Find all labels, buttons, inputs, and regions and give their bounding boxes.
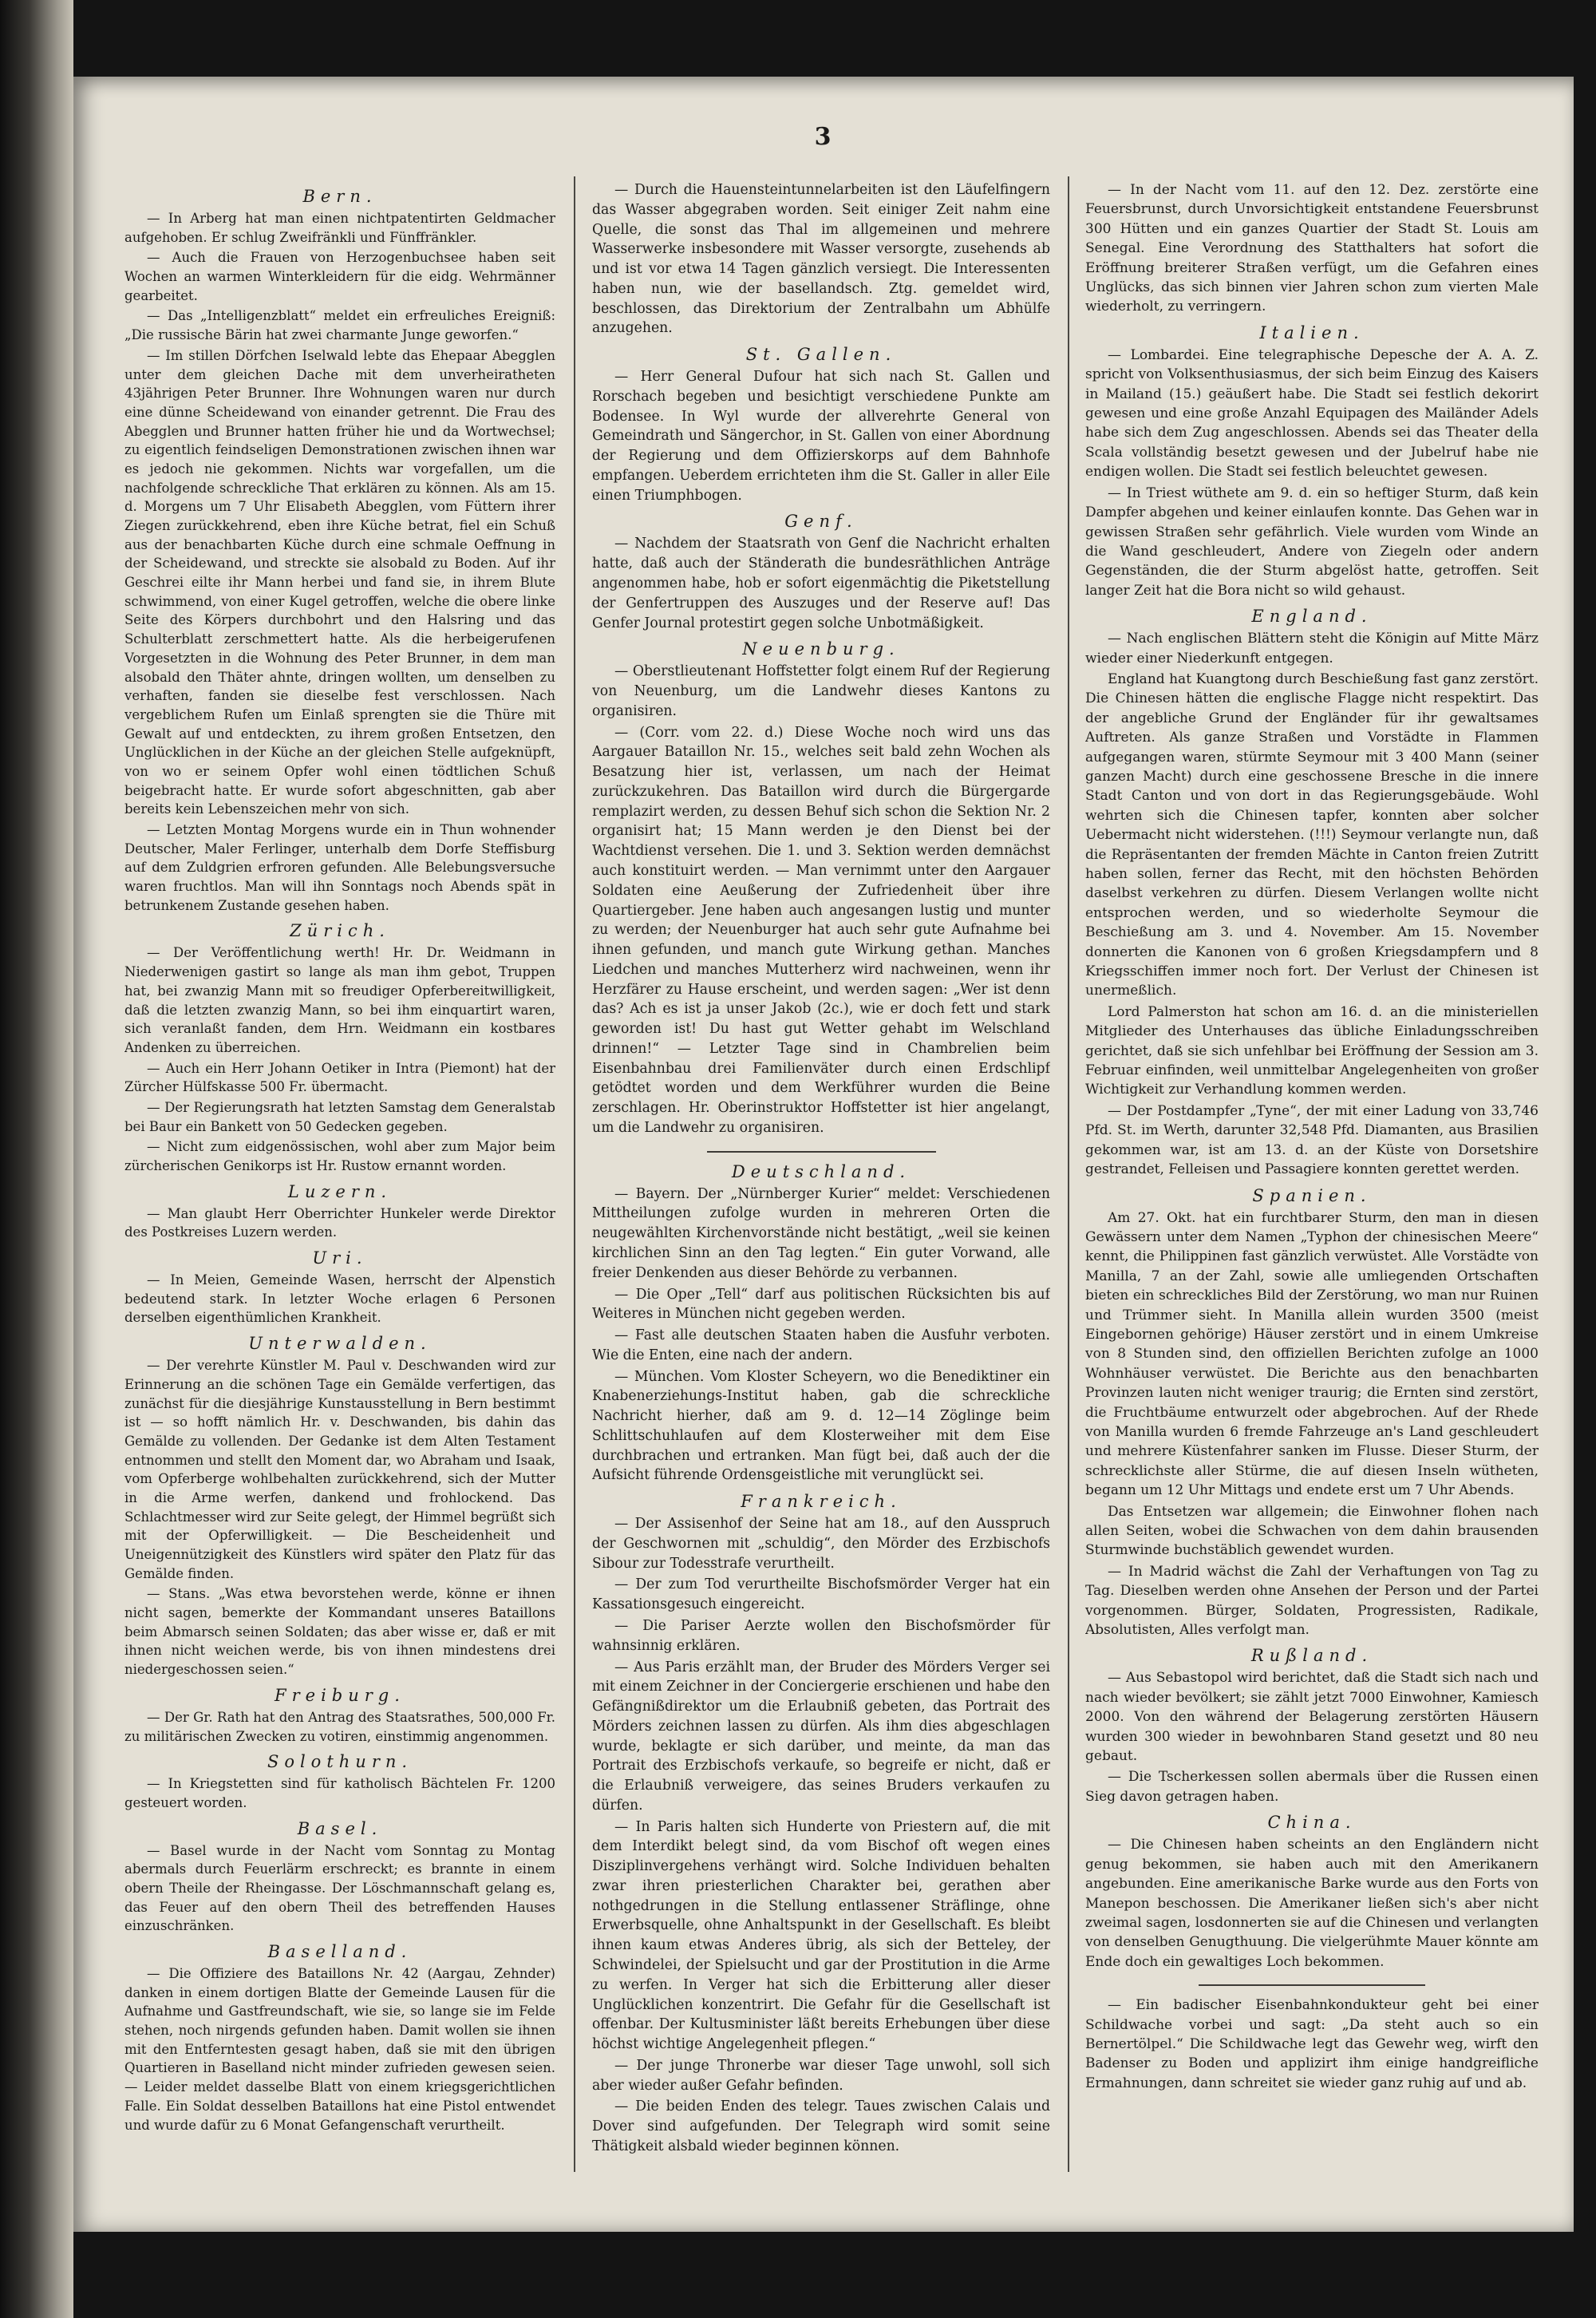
article-paragraph: — Der verehrte Künstler M. Paul v. Deschwanden wird zur Erinnerung an die schönen Tage ein Gemälde verfertigen, das zunächst für die diesjährige Kunstausstellung in Bern bestimmt ist — so hofft nämlich Hr. v. Deschwanden, bis dahin das Gemälde zu vollenden. Der Gedanke ist dem Alten Testament entnommen und stellt den Moment dar, wo Abraham und Isaak, vom Opferberge wohlbehalten zurückkehrend, sich der Mutter in die Arme werfen, dankend und frohlockend. Das Schlachtmesser wird zur Seite gelegt, der Himmel begrüßt sich mit der Opferwilligkeit. — Die Bescheidenheit und Uneigennützigkeit des Künstlers wird später den Platz für das Gemälde finden. (124, 1358, 555, 1581)
article-paragraph: — (Corr. vom 22. d.) Diese Woche noch wird uns das Aargauer Bataillon Nr. 15., welches seit bald zehn Wochen als Besatzung hier ist, verlassen, um nach der Heimat zurückzukehren. Das Bataillon wird durch die Bürgergarde remplazirt werden, zu dessen Behuf sich schon die Sektion Nr. 2 organisirt hat; 15 Mann werden je den Dienst bei der Wachtdienst versehen. Die 1. und 3. Sektion werden demnächst auch konstituirt werden. — Man vernimmt unter den Aargauer Soldaten eine Aeußerung der Zufriedenheit über ihre Quartiergeber. Jene haben auch angesangen lustig und munter zu werden; der Neuenburger hat auch sehr gute Aufnahme bei ihnen gefunden, und manch gute Wirkung gethan. Manches Liedchen und manches Mutterherz wird nachweinen, wenn ihr Herzfärer zu Hause erscheint, und werden sagen: „Wer ist denn das? Ach es ist ja unser Jakob (2c.), wie er doch fett und stark geworden ist! Du hast gut Wetter gehabt im Welschland drinnen!“ — Letzter Tage sind in Chambrelien beim Eisenbahnbau drei Familienväter durch einen Erdschlipf getödtet worden und dem Werkführer wurden die Beine zerschlagen. Hr. Oberinstruktor Hoffstetter ist hier angelangt, um die Landwehr zu organisiren. (592, 724, 1050, 1136)
section-heading: Solothurn. (267, 1752, 413, 1772)
section-heading: China. (1267, 1813, 1357, 1833)
article-paragraph: — Aus Sebastopol wird berichtet, daß die Stadt sich nach und nach wieder bevölkert; sie zählt jetzt 7000 Einwohner, Kamiesch 2000. Von den während der Belagerung zerstörten Häusern wurden 300 wieder in bewohnbaren Stand gesetzt und 80 neu gebaut. (1085, 1670, 1539, 1765)
column-rule (1068, 176, 1069, 2172)
article-paragraph: — In Paris halten sich Hunderte von Priestern auf, die mit dem Interdikt belegt sind, da vom Bischof oft wegen eines Disziplinvergehens verhängt wird. Solche Individuen behalten zwar ihren priesterlichen Charakter bei, gerathen aber nothgedrungen in die Stellung entlassener Sträflinge, ohne Erwerbsquelle, ohne Anhaltspunkt in der Gesellschaft. Es bleibt ihnen kaum etwas Anderes übrig, als sich der Betteley, der Schwindelei, der Spielsucht und gar der Prostitution in die Arme zu werfen. In Verger hat sich die Erbitterung aller dieser Unglücklichen konzentrirt. Die Gefahr für die Gesellschaft ist offenbar. Der Kultusminister läßt bereits Erhebungen über diese höchst wichtige Angelegenheit pflegen.“ (592, 1818, 1050, 2053)
section-heading: Luzern. (287, 1181, 393, 1201)
column-2 (592, 180, 1050, 2168)
section-heading: Unterwalden. (248, 1334, 432, 1354)
section-heading: Deutschland. (731, 1161, 911, 1181)
article-paragraph: — Basel wurde in der Nacht vom Sonntag zu Montag abermals durch Feuerlärm erschreckt; es brannte in einem obern Theile der Rheingasse. Der Löschmannschaft gelang es, das Feuer auf den obern Theil des betreffenden Hauses einzuschränken. (124, 1842, 555, 1934)
section-heading: Baselland. (267, 1942, 413, 1961)
article-paragraph: — Der zum Tod verurtheilte Bischofsmörder Verger hat ein Kassationsgesuch eingereicht. (592, 1576, 1050, 1613)
section-heading: Frankreich. (741, 1492, 902, 1512)
section-heading: Spanien. (1252, 1185, 1372, 1205)
section-heading: Zürich. (290, 921, 390, 941)
article-paragraph: — Der Assisenhof der Seine hat am 18., auf den Ausspruch der Geschwornen mit „schuldig“, den Mörder des Erzbischofs Sibour zur Todesstrafe verurtheilt. (592, 1516, 1050, 1572)
column-3 (1085, 180, 1539, 2168)
article-paragraph: — Ein badischer Eisenbahnkondukteur geht bei einer Schildwache vorbei und sagt: „Da steht auch so ein Bernertölpel.“ Die Schildwache legt das Gewehr weg, wirft den Badenser zu Boden und applizirt ihm einige handgreifliche Ermahnungen, dann schreitet sie wieder ganz ruhig auf und ab. (1085, 1997, 1539, 2091)
article-paragraph: — München. Vom Kloster Scheyern, wo die Benediktiner ein Knabenerziehungs-Institut haben, gab die schreckliche Nachricht hierher, daß am 9. d. 12—14 Zöglinge beim Schlittschuhlaufen auf dem Klosterweiher mit dem Eise durchbrachen und ertranken. Man fügt bei, daß auch der die Aufsicht führende Ordensgeistliche mit verunglückt sei. (592, 1368, 1050, 1484)
section-heading: Bern. (302, 187, 377, 206)
article-paragraph: — Nicht zum eidgenössischen, wohl aber zum Major beim zürcherischen Genikorps ist Hr. Rustow ernannt worden. (124, 1139, 555, 1173)
article-paragraph: — Stans. „Was etwa bevorstehen werde, könne er ihnen nicht sagen, bemerkte der Kommandant unseres Bataillons beim Abmarsch seinen Soldaten; das aber wisse er, daß er mit ihnen nicht weichen werde, bis von ihnen mindestens drei niedergeschossen seien.“ (124, 1586, 555, 1678)
article-paragraph: — Der Regierungsrath hat letzten Samstag dem Generalstab bei Baur ein Bankett von 50 Gedecken gegeben. (124, 1099, 555, 1134)
article-paragraph: — Auch ein Herr Johann Oetiker in Intra (Piemont) hat der Zürcher Hülfskasse 500 Fr. übermacht. (124, 1060, 555, 1095)
section-heading: Freiburg. (275, 1685, 405, 1705)
article-paragraph: — Der Postdampfer „Tyne“, der mit einer Ladung von 33,746 Pfd. St. im Werth, darunter 32,548 Pfd. Diamanten, aus Brasilien gekommen war, ist am 13. d. an der Küste von Dorsetshire gestrandet, Felleisen und Passagiere konnten gerettet werden. (1085, 1102, 1539, 1178)
article-paragraph: — Die Pariser Aerzte wollen den Bischofsmörder für wahnsinnig erklären. (592, 1618, 1050, 1654)
article-paragraph: — In der Nacht vom 11. auf den 12. Dez. zerstörte eine Feuersbrunst, durch Unvorsichtigkeit entstandene Feuersbrunst 300 Hütten und ein ganzes Quartier der Stadt St. Louis am Senegal. Eine Verordnung des Statthalters hat sofort die Eröffnung breiterer Straßen verfügt, um die Gefahren eines Unglücks, das sich binnen vier Jahren schon zum vierten Male wiederholt, zu verringern. (1085, 182, 1539, 315)
article-paragraph: Am 27. Okt. hat ein furchtbarer Sturm, den man in diesen Gewässern unter dem Namen „Typhon der chinesischen Meere“ kennt, die Philippinen fast gänzlich verwüstet. Alle Vorstädte von Manilla, 7 an der Zahl, sowie alle umliegenden Ortschaften bieten ein schreckliches Bild der Zerstörung, wo man nur Ruinen und Trümmer sieht. In Manilla allein wurden 3500 (meist Eingebornen gehörige) Häuser zerstört und in einem Umkreise von 8 Stunden sind, den offiziellen Berichten zufolge an 1000 Wohnhäuser verwüstet. Die Berichte aus den benachbarten Provinzen lauten nicht weniger traurig; die Ernten sind zerstört, die Fruchtbäume entwurzelt oder abgebrochen. Auf der Rhede von Manilla wurden 6 fremde Fahrzeuge an's Land geschleudert und mehrere Küstenfahrer sanken im Flusse. Dieser Sturm, der schrecklichste aller Stürme, die auf diesen Inseln wütheten, begann um 12 Uhr Mittags und endete erst um 7 Uhr Abends. (1085, 1209, 1539, 1499)
article-paragraph: — Auch die Frauen von Herzogenbuchsee haben seit Wochen an warmen Winterkleidern für die eidg. Wehrmänner gearbeitet. (124, 250, 555, 303)
article-paragraph: — Im stillen Dörfchen Iselwald lebte das Ehepaar Abegglen unter dem gleichen Dache mit dem unverheiratheten 43jährigen Peter Brunner. Ihre Wohnungen waren nur durch eine dünne Scheidewand von einander getrennt. Die Frau des Abegglen und Brunner hatten früher hie und da Wortwechsel; zu eigentlich feindseligen Demonstrationen zwischen ihnen war es jedoch nie gekommen. Nichts war vorgefallen, um die nachfolgende schreckliche That erklären zu können. Als am 15. d. Morgens um 7 Uhr Elisabeth Abegglen, vom Füttern ihrer Ziegen zurückkehrend, eben ihre Küche betrat, fiel ein Schuß aus der benachbarten Küche durch eine schmale Oeffnung in der Scheidewand, und streckte sie alsobald zu Boden. Auf ihr Geschrei eilte ihr Mann herbei und fand sie, in ihrem Blute schwimmend, von einer Kugel getroffen, welche die obere linke Seite des Körpers durchbohrt und den Halsring und das Schulterblatt zerschmettert hatte. Als die herbeigerufenen Vorgesetzten in die Wohnung des Peter Brunner, in dem man alsobald den Thäter ahnte, dringen wollten, um denselben zu verhaften, fanden sie dieselbe fest verschlossen. Nach vergeblichem Rufen um Einlaß sprengten sie die Thüre mit Gewalt auf und entdeckten, zu ihrem großen Entsetzen, den Unglücklichen in der Küche an der gleichen Stelle aufgeknüpft, von wo er seinem Opfer wohl einen tödtlichen Schuß beigebracht hatte. Er wurde sofort abgeschnitten, gab aber bereits kein Lebenszeichen mehr von sich. (124, 347, 555, 817)
article-paragraph: — Der Gr. Rath hat den Antrag des Staatsrathes, 500,000 Fr. zu militärischen Zwecken zu votiren, einstimmig angenommen. (124, 1709, 555, 1744)
article-paragraph: — In Triest wüthete am 9. d. ein so heftiger Sturm, daß kein Dampfer abgehen und keiner einlaufen konnte. Das Gehen war in gewissen Straßen sehr gefährlich. Viele wurden vom Winde an die Wand geschleudert, Andere von Ziegeln oder andern Gegenständen, die der Sturm abgelöst hatte, getroffen. Seit langer Zeit hat die Bora nicht so wild gehaust. (1085, 485, 1539, 599)
newspaper-page (73, 77, 1574, 2232)
article-paragraph: — Durch die Hauensteintunnelarbeiten ist den Läufelfingern das Wasser abgegraben worden. Seit einiger Zeit nahm eine Quelle, die sonst das Thal im allgemeinen und mehrere Wasserwerke insbesondere mit Wasser versorgte, zusehends ab und ist vor etwa 14 Tagen gänzlich versiegt. Die Interessenten haben nun, wie der basellandsch. Ztg. gemeldet wird, beschlossen, das Direktorium der Zentralbahn um Abhülfe anzugehen. (592, 182, 1050, 337)
article-paragraph: — Bayern. Der „Nürnberger Kurier“ meldet: Verschiedenen Mittheilungen zufolge wurden in mehreren Orten die neugewählten Kirchenvorstände nicht bestätigt, „weil sie keinen kirchlichen Sinn an den Tag legten.“ Ein guter Vorwand, alle freier Denkenden aus dieser Behörde zu verbannen. (592, 1185, 1050, 1281)
article-paragraph: — Lombardei. Eine telegraphische Depesche der A. A. Z. spricht von Volksenthusiasmus, der sich beim Einzug des Kaisers in Mailand (15.) geäußert habe. Die Stadt sei festlich dekorirt gewesen und eine große Anzahl Equipagen des Mailänder Adels habe sich dem Zug angeschlossen. Abends sei das Theater della Scala vollständig besetzt gewesen und der Jubelruf habe nie endigen wollen. Die Stadt sei festlich beleuchtet gewesen. (1085, 346, 1539, 481)
section-heading: Uri. (312, 1248, 368, 1268)
section-heading: St. Gallen. (745, 345, 897, 365)
article-paragraph: — Die Offiziere des Bataillons Nr. 42 (Aargau, Zehnder) danken in einem dortigen Blatte der Gemeinde Lausen für die Aufnahme und Gastfreundschaft, wie sie, so lange sie im Felde stehen, noch nirgends gefunden haben. Damit wollen sie ihnen mit den Entferntesten gesagt haben, daß sie mit den übrigen Quartieren in Baselland nicht minder zufrieden gewesen seien. — Leider meldet dasselbe Blatt von einem kriegsgerichtlichen Falle. Ein Soldat desselben Bataillons hat eine Pistol entwendet und wurde dafür zu 6 Monat Gefangenschaft verurtheilt. (124, 1966, 555, 2133)
article-paragraph: — Man glaubt Herr Oberrichter Hunkeler werde Direktor des Postkreises Luzern werden. (124, 1205, 555, 1240)
section-heading: Rußland. (1250, 1646, 1373, 1666)
section-heading: Genf. (784, 512, 858, 532)
article-paragraph: — Das „Intelligenzblatt“ meldet ein erfreuliches Ereigniß: „Die russische Bärin hat zwei charmante Junge geworfen.“ (124, 308, 555, 343)
article-paragraph: — Letzten Montag Morgens wurde ein in Thun wohnender Deutscher, Maler Ferlinger, unterhalb dem Dorfe Steffisburg auf dem Zuldgrien erfroren gefunden. Alle Belebungsversuche waren fruchtlos. Man will ihn Sonntags noch Abends spät in betrunkenem Zustande gesehen haben. (124, 822, 555, 913)
article-paragraph: Das Entsetzen war allgemein; die Einwohner flohen nach allen Seiten, wobei die Schwachen von dem dahin brausenden Sturmwinde buchstäblich gewendet wurden. (1085, 1503, 1539, 1559)
section-divider (1199, 1984, 1425, 1986)
article-paragraph: — In Meien, Gemeinde Wasen, herrscht der Alpenstich bedeutend stark. In letzter Woche erlagen 6 Personen derselben eigenthümlichen Krankheit. (124, 1272, 555, 1326)
article-paragraph: — Herr General Dufour hat sich nach St. Gallen und Rorschach begeben und besichtigt verschiedene Punkte am Bodensee. In Wyl wurde der allverehrte General von Gemeindrath und Sängerchor, in St. Gallen von einer Abordnung der Regierung und dem Offizierskorps auf dem Bahnhofe empfangen. Ueberdem errichteten ihm die St. Galler in aller Eile einen Triumphbogen. (592, 369, 1050, 504)
article-paragraph: — Die Tscherkessen sollen abermals über die Russen einen Sieg davon getragen haben. (1085, 1769, 1539, 1805)
article-paragraph: — In Kriegstetten sind für katholisch Bächtelen Fr. 1200 gesteuert worden. (124, 1776, 555, 1810)
section-heading: Italien. (1259, 322, 1365, 342)
article-paragraph: — Oberstlieutenant Hoffstetter folgt einem Ruf der Regierung von Neuenburg, um die Landwehr dieses Kantons zu organisiren. (592, 663, 1050, 719)
section-divider (707, 1151, 936, 1153)
column-1 (124, 180, 555, 2168)
section-heading: England. (1251, 607, 1373, 627)
column-rule (574, 176, 575, 2172)
article-paragraph: — In Arberg hat man einen nichtpatentirten Geldmacher aufgehoben. Er schlug Zweifränkli und Fünffränkler. (124, 211, 555, 245)
article-paragraph: — Die Oper „Tell“ darf aus politischen Rücksichten bis auf Weiteres in München nicht gegeben werden. (592, 1286, 1050, 1323)
article-paragraph: — Nach englischen Blättern steht die Königin auf Mitte März wieder einer Niederkunft entgegen. (1085, 631, 1539, 667)
section-heading: Neuenburg. (742, 639, 900, 659)
article-paragraph: England hat Kuangtong durch Beschießung fast ganz zerstört. Die Chinesen hätten die englische Flagge nicht respektirt. Das der angebliche Grund der Engländer für ihr gewaltsames Auftreten. Als ganze Straßen und Vorstädte in Flammen aufgegangen waren, stürmte Seymour mit 3 400 Mann (seiner ganzen Macht) durch eine geschossene Bresche in die innere Stadt Canton und von dort in das Regierungsgebäude. Wohl wehrten sich die Chinesen tapfer, konnten aber solcher Uebermacht nicht widerstehen. (!!!) Seymour verlangte nun, daß die Repräsentanten der fremden Mächte in Canton freien Zutritt haben sollen, ferner das Recht, mit den höchsten Behörden daselbst verkehren zu dürfen. Diesem Verlangen wollte nicht entsprochen werden, und so wiederholte Seymour die Beschießung am 3. und 4. November. Am 15. November donnerten die Kanonen von 6 großen Kriegsdampfern und 8 Kriegsschiffen immer noch fort. Der Verlust der Chinesen ist unermeßlich. (1085, 670, 1539, 999)
article-paragraph: Lord Palmerston hat schon am 16. d. an die ministeriellen Mitglieder des Unterhauses das übliche Einladungsschreiben gerichtet, daß sie sich unfehlbar bei Eröffnung der Session am 3. Februar einfinden, weil unmittelbar Angelegenheiten von großer Wichtigkeit zur Verhandlung kommen werden. (1085, 1003, 1539, 1098)
article-paragraph: — Fast alle deutschen Staaten haben die Ausfuhr verboten. Wie die Enten, eine nach der andern. (592, 1327, 1050, 1363)
page-number: 3 (814, 123, 833, 151)
article-paragraph: — Der Veröffentlichung werth! Hr. Dr. Weidmann in Niederwenigen gastirt so lange als man ihm gebot, Truppen hat, bei zwanzig Mann mit so freudiger Opferbereitwilligkeit, daß die letzten zwanzig Mann, so bei ihm einquartirt waren, sich veranlaßt fanden, dem Hrn. Weidmann ein kostbares Andenken zu überreichen. (124, 945, 555, 1055)
article-paragraph: — Aus Paris erzählt man, der Bruder des Mörders Verger sei mit einem Zeichner in der Conciergerie erschienen und habe den Gefängnißdirektor um die Erlaubniß gebeten, das Portrait des Mörders zeichnen lassen zu dürfen. Als ihm dies abgeschlagen wurde, beklagte er sich darüber, und meinte, da man das Portrait des Erzbischofs verkaufe, so begreife er nicht, daß er die Erlaubniß verweigere, das seines Bruders verkaufen zu dürfen. (592, 1659, 1050, 1814)
article-paragraph: — Der junge Thronerbe war dieser Tage unwohl, soll sich aber wieder außer Gefahr befinden. (592, 2057, 1050, 2094)
article-paragraph: — Die beiden Enden des telegr. Taues zwischen Calais und Dover sind aufgefunden. Der Telegraph wird somit seine Thätigkeit alsbald wieder beginnen können. (592, 2098, 1050, 2154)
book-binding (0, 0, 73, 2318)
section-heading: Basel. (297, 1818, 383, 1838)
article-paragraph: — Die Chinesen haben scheints an den Engländern nicht genug bekommen, sie haben auch mit den Amerikanern angebunden. Eine amerikanische Barke wurde aus den Forts von Manepon beschossen. Die Amerikaner ließen sich's aber nicht zweimal sagen, losdonnerten sie auf die Chinesen und verlangten von denselben Genugthuung. Die vielgerühmte Mauer könnte am Ende doch ein gewaltiges Loch bekommen. (1085, 1837, 1539, 1970)
article-paragraph: — In Madrid wächst die Zahl der Verhaftungen von Tag zu Tag. Dieselben werden ohne Ansehen der Person und der Partei vorgenommen. Bürger, Soldaten, Progressisten, Radikale, Absolutisten, Alles verfolgt man. (1085, 1563, 1539, 1639)
article-paragraph: — Nachdem der Staatsrath von Genf die Nachricht erhalten hatte, daß auch der Ständerath die bundesräthlichen Anträge angenommen habe, hob er sofort eigenmächtig die Piketstellung der Genfertruppen des Auszuges und der Reserve auf! Das Genfer Journal protestirt gegen solche Unbotmäßigkeit. (592, 536, 1050, 631)
